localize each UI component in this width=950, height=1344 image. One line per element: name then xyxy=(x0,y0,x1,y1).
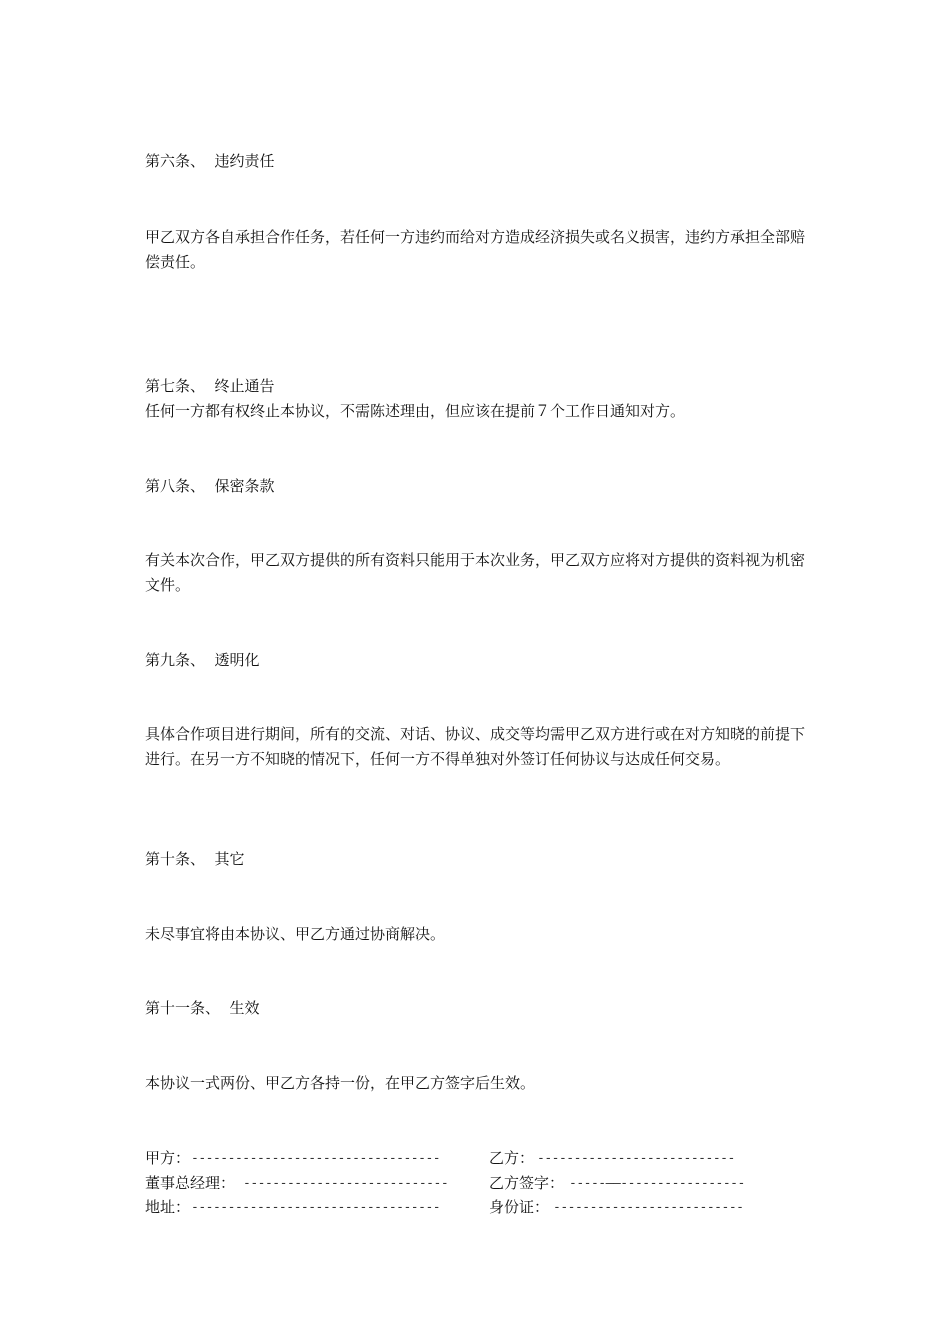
party-b-sign-label: 乙方签字： xyxy=(489,1174,565,1192)
article-6-heading: 第六条、 违约责任 xyxy=(145,152,275,170)
address-label: 地址： xyxy=(145,1198,191,1216)
signature-row-signers xyxy=(145,1172,795,1194)
party-a-signature-line: ---------------------------------- xyxy=(191,1151,441,1166)
article-8-heading: 第八条、 保密条款 xyxy=(145,477,275,495)
article-11-body: 本协议一式两份、甲乙方各持一份，在甲乙方签字后生效。 xyxy=(145,1074,536,1092)
chairman-signature-line: ---------------------------- xyxy=(243,1176,449,1191)
article-8-body: 有关本次合作，甲乙双方提供的所有资料只能用于本次业务，甲乙双方应将对方提供的资料视为机密文件。 xyxy=(145,551,806,594)
party-b-signature-line: --------------------------- xyxy=(537,1151,735,1166)
party-a-label: 甲方： xyxy=(145,1149,191,1167)
article-10-body: 未尽事宜将由本协议、甲乙方通过协商解决。 xyxy=(145,925,446,943)
signature-row-party xyxy=(145,1147,795,1169)
chairman-label: 董事总经理： xyxy=(145,1174,236,1192)
party-b-label: 乙方： xyxy=(489,1149,535,1167)
party-b-sign-line: -----——----------------- xyxy=(569,1176,745,1191)
id-line: -------------------------- xyxy=(553,1200,744,1215)
signature-row-address xyxy=(145,1196,795,1218)
article-10-heading: 第十条、 其它 xyxy=(145,850,245,868)
address-line: ---------------------------------- xyxy=(191,1200,441,1215)
article-6-body: 甲乙双方各自承担合作任务，若任何一方违约而给对方造成经济损失或名义损害，违约方承担全部赔偿责任。 xyxy=(145,228,806,271)
article-7-body: 任何一方都有权终止本协议，不需陈述理由，但应该在提前７个工作日通知对方。 xyxy=(145,402,686,420)
article-7-heading: 第七条、 终止通告 xyxy=(145,377,275,395)
article-11-heading: 第十一条、 生效 xyxy=(145,999,260,1017)
article-9-heading: 第九条、 透明化 xyxy=(145,651,260,669)
article-9-body: 具体合作项目进行期间，所有的交流、对话、协议、成交等均需甲乙双方进行或在对方知晓的前提下进行。在另一方不知晓的情况下，任何一方不得单独对外签订任何协议与达成任何交易。 xyxy=(145,725,806,768)
id-label: 身份证： xyxy=(489,1198,550,1216)
